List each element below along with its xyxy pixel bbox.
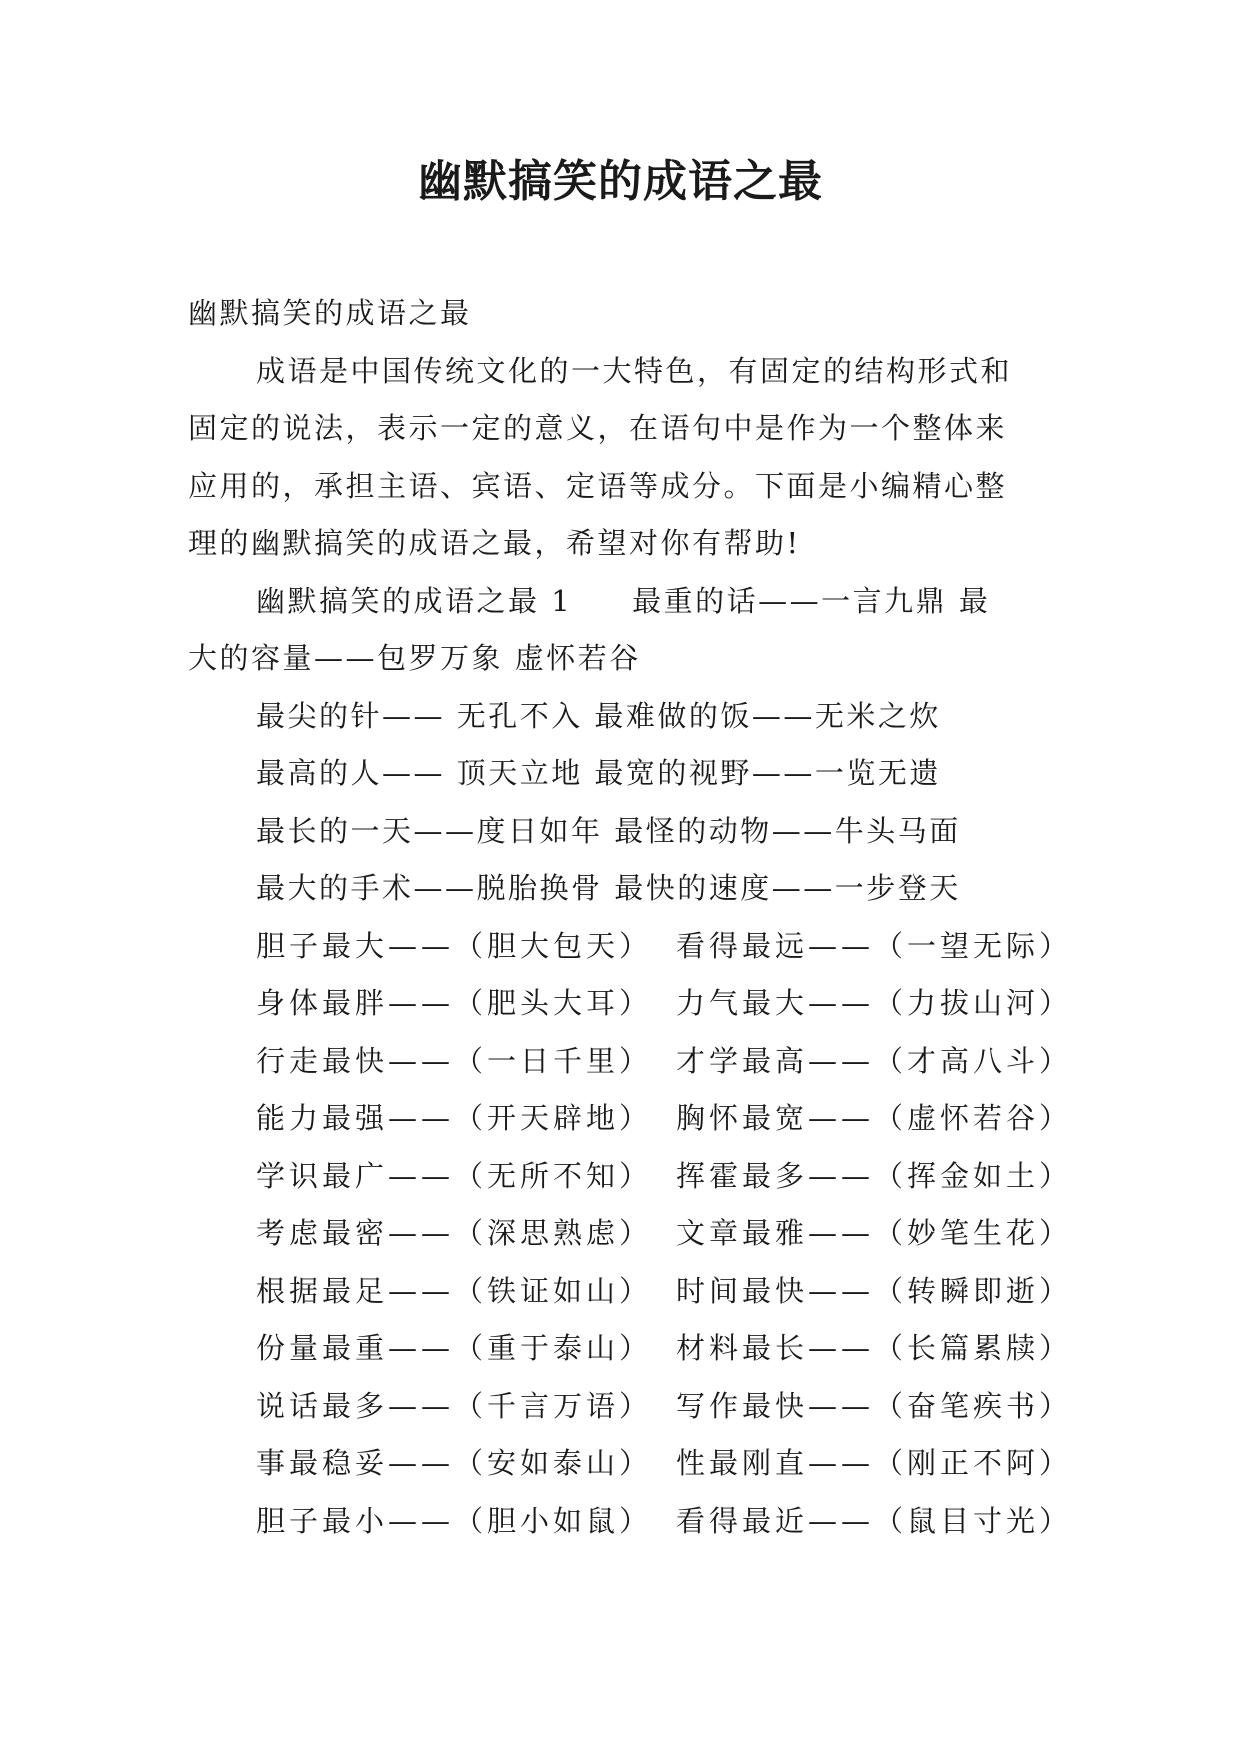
pair-right: 看得最近——（鼠目寸光） xyxy=(676,1503,1073,1538)
pair-right: 力气最大——（力拔山河） xyxy=(676,986,1073,1020)
section1-heading: 幽默搞笑的成语之最 1 xyxy=(256,583,573,618)
pair-right: 性最刚直——（刚正不阿） xyxy=(676,1446,1073,1480)
pair-row-2 xyxy=(188,975,1073,1033)
pair-row-5 xyxy=(188,1148,1073,1206)
pair-a-line-1: 最尖的针—— 无孔不入 最难做的饭——无米之炊 xyxy=(256,698,941,733)
pair-row-3 xyxy=(188,1033,1073,1091)
pair-right: 材料最长——（长篇累牍） xyxy=(676,1331,1073,1365)
pair-row-6 xyxy=(188,1205,1073,1263)
pair-left: 胆子最大——（胆大包天） xyxy=(256,928,653,963)
pair-row-1 xyxy=(188,918,1073,976)
pair-right: 才学最高——（才高八斗） xyxy=(676,1043,1073,1078)
pair-right: 挥霍最多——（挥金如土） xyxy=(676,1158,1073,1193)
pair-left: 份量最重——（重于泰山） xyxy=(256,1331,653,1365)
intro-line-4: 理的幽默搞笑的成语之最，希望对你有帮助! xyxy=(188,526,801,560)
pair-left: 学识最广——（无所不知） xyxy=(256,1158,653,1193)
subtitle-line: 幽默搞笑的成语之最 xyxy=(188,296,472,330)
section1-line-2: 大的容量——包罗万象 虚怀若谷 xyxy=(188,641,641,675)
pair-left: 事最稳妥——（安如泰山） xyxy=(256,1446,653,1480)
section1-line-1 xyxy=(188,573,1068,631)
pair-right: 胸怀最宽——（虚怀若谷） xyxy=(676,1101,1073,1135)
pair-row-9 xyxy=(188,1378,1073,1436)
intro-line-3: 应用的，承担主语、宾语、定语等成分。下面是小编精心整 xyxy=(188,468,1008,503)
pair-right: 看得最远——（一望无际） xyxy=(676,928,1073,963)
pair-a-line-2: 最高的人—— 顶天立地 最宽的视野——一览无遗 xyxy=(256,756,941,790)
pair-row-8 xyxy=(188,1320,1073,1378)
intro-line-2: 固定的说法，表示一定的意义，在语句中是作为一个整体来 xyxy=(188,411,1008,445)
document-title: 幽默搞笑的成语之最 xyxy=(418,156,823,207)
intro-line-1: 成语是中国传统文化的一大特色，有固定的结构形式和 xyxy=(256,353,1013,388)
pair-a-line-3: 最长的一天——度日如年 最怪的动物——牛头马面 xyxy=(256,813,961,848)
pair-left: 说话最多——（千言万语） xyxy=(256,1388,653,1423)
pair-left: 胆子最小——（胆小如鼠） xyxy=(256,1503,653,1538)
pair-right: 时间最快——（转瞬即逝） xyxy=(676,1273,1073,1308)
section1-first-item: 最重的话——一言九鼎 最 xyxy=(632,583,991,618)
pair-row-4 xyxy=(188,1090,1073,1148)
pair-right: 写作最快——（奋笔疾书） xyxy=(676,1388,1073,1423)
pair-a-line-4: 最大的手术——脱胎换骨 最快的速度——一步登天 xyxy=(256,871,961,905)
pair-left: 能力最强——（开天辟地） xyxy=(256,1101,653,1135)
pair-row-10 xyxy=(188,1435,1073,1493)
pair-left: 根据最足——（铁证如山） xyxy=(256,1273,653,1308)
pair-row-11 xyxy=(188,1493,1073,1551)
pair-left: 考虑最密——（深思熟虑） xyxy=(256,1216,653,1250)
pair-row-7 xyxy=(188,1263,1073,1321)
pair-left: 行走最快——（一日千里） xyxy=(256,1043,653,1078)
pair-left: 身体最胖——（肥头大耳） xyxy=(256,986,653,1020)
document-body xyxy=(188,285,1073,1550)
pair-right: 文章最雅——（妙笔生花） xyxy=(676,1216,1073,1250)
